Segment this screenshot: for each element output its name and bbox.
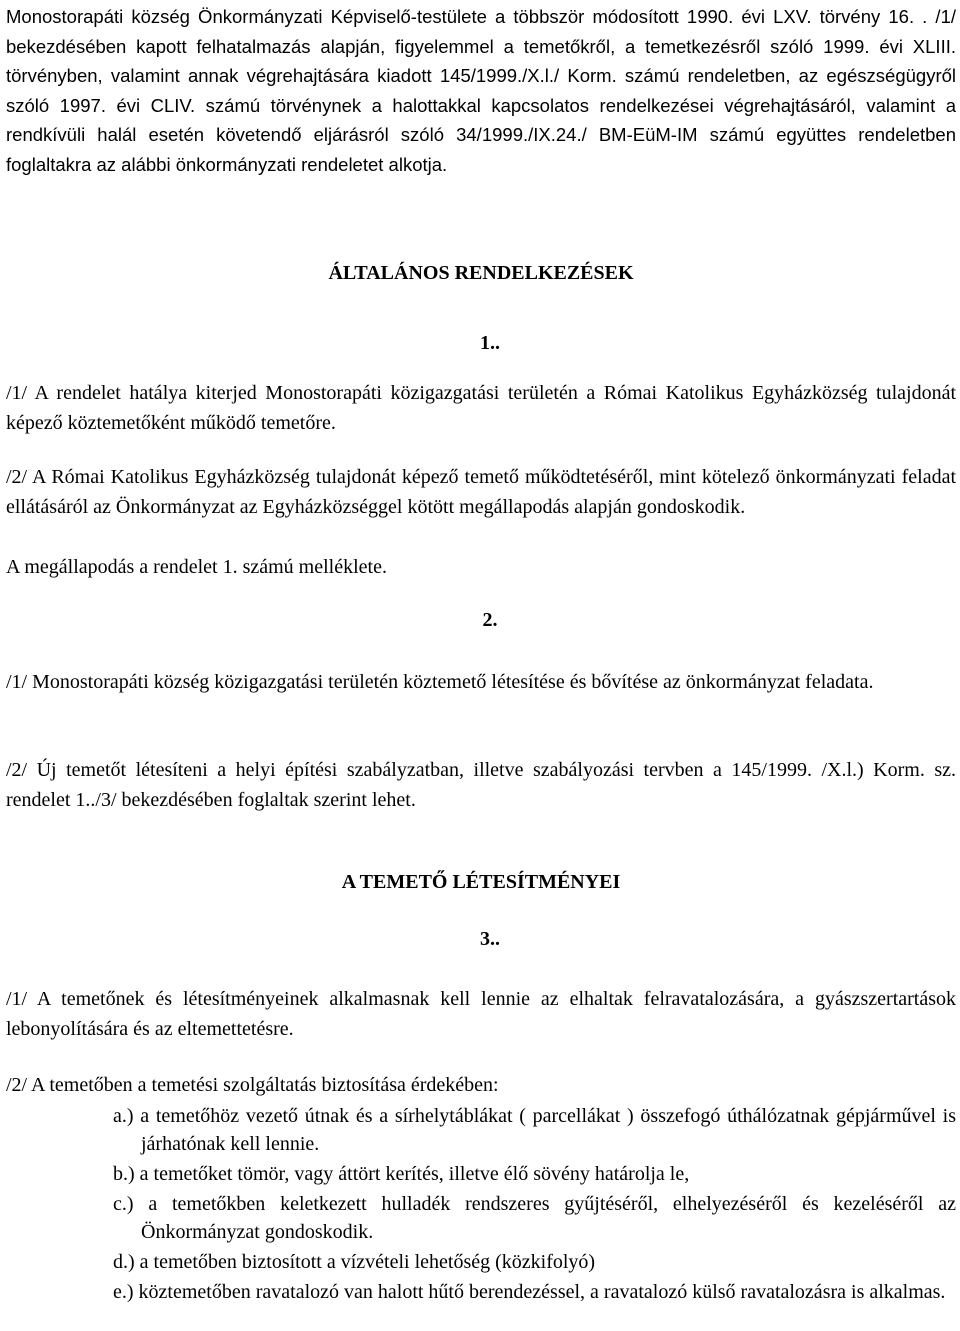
list-item	[6, 1278, 956, 1306]
list-item-marker: e.)	[113, 1281, 134, 1303]
list-item-marker: d.)	[113, 1251, 135, 1273]
list-item-text: köztemetőben ravatalozó van halott hűtő berendezéssel, a ravatalozó külső ravatalozásra is alkalmas.	[138, 1281, 946, 1303]
section-number-1: 1..	[480, 332, 500, 354]
facility-requirements-list	[6, 1102, 956, 1306]
section2-paragraph-2: /2/ Új temetőt létesíteni a helyi építési szabályzatban, illetve szabályozási tervben a 145/1999. /X.l.) Korm. sz. rendelet 1../3/ bekezdésében foglaltak szerint lehet.	[6, 759, 956, 811]
list-item-text: a temetőhöz vezető útnak és a sírhelytáblákat ( parcellákat ) összefogó úthálózatnak gépjárművel is járhatónak kell lennie.	[140, 1105, 956, 1155]
list-item-text: a temetőkben keletkezett hulladék rendszeres gyűjtéséről, elhelyezéséről és kezeléséről az Önkormányzat gondoskodik.	[141, 1193, 956, 1243]
heading-cemetery-facilities: A TEMETŐ LÉTESÍTMÉNYEI	[341, 871, 621, 893]
list-item	[6, 1160, 956, 1188]
section1-paragraph-1: /1/ A rendelet hatálya kiterjed Monostorapáti közigazgatási területén a Római Katolikus Egyházközség tulajdonát képező köztemetőként működő temetőre.	[6, 382, 956, 434]
section-number-3: 3..	[480, 928, 500, 950]
intro-paragraph: Monostorapáti község Önkormányzati Képviselő-testülete a többször módosított 1990. évi LXV. törvény 16. . /1/ bekezdésében kapott felhatalmazás alapján, figyelemmel a temetőkről, a temetkezésről szóló 1999. évi XLIII. törvényben, valamint annak végrehajtására kiadott 145/1999./X.l./ Korm. számú rendeletben, az egészségügyről szóló 1997. évi CLIV. számú törvénynek a halottakkal kapcsolatos rendelkezései végrehajtásáról, valamint a rendkívüli halál esetén követendő eljárásról szóló 34/1999./IX.24./ BM-EüM-IM számú együttes rendeletben foglaltakra az alábbi önkormányzati rendeletet alkotja.	[6, 6, 956, 175]
list-item-marker: b.)	[113, 1163, 135, 1185]
list-item-text: a temetőben biztosított a vízvételi lehetőség (közkifolyó)	[139, 1251, 596, 1273]
list-item-marker: a.)	[113, 1105, 134, 1127]
section1-paragraph-3: A megállapodás a rendelet 1. számú melléklete.	[6, 556, 387, 578]
section3-paragraph-1: /1/ A temetőnek és létesítményeinek alkalmasnak kell lennie az elhaltak felravatalozására, a gyászszertartások lebonyolítására és az eltemettetésre.	[6, 988, 956, 1040]
list-item	[6, 1102, 956, 1158]
section2-paragraph-1: /1/ Monostorapáti község közigazgatási területén köztemető létesítése és bővítése az önkormányzat feladata.	[6, 671, 874, 693]
section-number-2: 2.	[482, 609, 498, 631]
heading-general-provisions: ÁLTALÁNOS RENDELKEZÉSEK	[328, 262, 634, 284]
list-item-marker: c.)	[113, 1193, 134, 1215]
list-item	[6, 1190, 956, 1246]
section3-paragraph-2: /2/ A temetőben a temetési szolgáltatás biztosítása érdekében:	[6, 1074, 499, 1096]
list-item	[6, 1248, 956, 1276]
list-item-text: a temetőket tömör, vagy áttört kerítés, illetve élő sövény határolja le,	[139, 1163, 690, 1185]
section1-paragraph-2: /2/ A Római Katolikus Egyházközség tulajdonát képező temető működtetéséről, mint kötelező önkormányzati feladat ellátásáról az Önkormányzat az Egyházközséggel kötött megállapodás alapján gondoskodik.	[6, 466, 956, 518]
